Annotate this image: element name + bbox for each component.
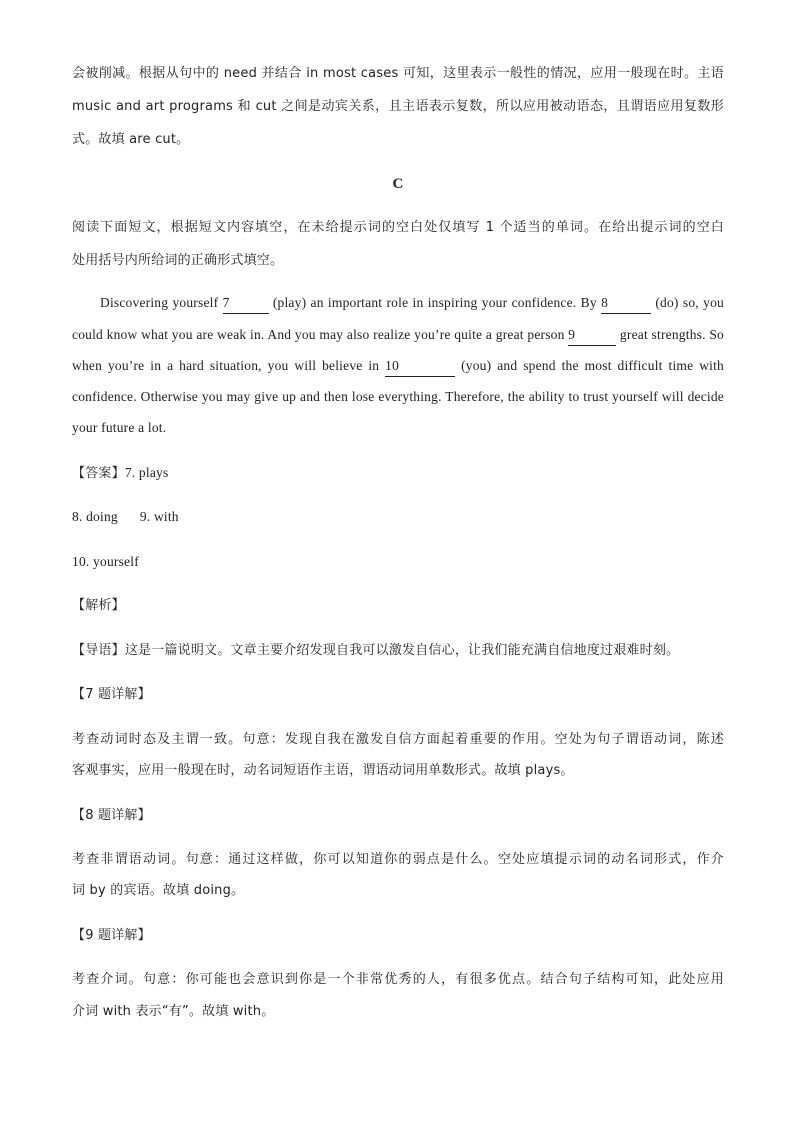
prev-explanation-line-1: 会被削减。根据从句中的 need 并结合 in most cases 可知，这里表示一般性的情况，应用一般现在时。主语	[72, 66, 724, 81]
guide-line	[72, 641, 724, 661]
q7-line-1: 考查动词时态及主谓一致。句意：发现自我在激发自信方面起着重要的作用。空处为句子谓语动词，陈述	[72, 732, 724, 747]
answer-8: 8. doing	[72, 509, 118, 524]
passage-line-5: your future a lot.	[72, 420, 167, 435]
q7-line-2: 客观事实，应用一般现在时，动名词短语作主语，谓语动词用单数形式。故填 plays。	[72, 763, 574, 778]
passage-text: (do) so, you	[655, 295, 724, 310]
passage-line-1	[72, 293, 724, 314]
instructions-line-2: 处用括号内所给词的正确形式填空。	[72, 253, 284, 268]
blank-8[interactable]: 8	[601, 293, 651, 314]
blank-7[interactable]: 7	[223, 293, 269, 314]
passage-text: when you’re in a hard situation, you will believe in	[72, 358, 380, 373]
passage-text: could know what you are weak in. And you may also realize you’re quite a great person	[72, 327, 565, 342]
answers-line-1	[72, 463, 724, 484]
passage-text: (play) an important role in inspiring your confidence. By	[272, 295, 597, 310]
answer-10: 10. yourself	[72, 554, 139, 569]
q9-line-1: 考查介词。句意：你可能也会意识到你是一个非常优秀的人，有很多优点。结合句子结构可知，此处应用	[72, 972, 724, 987]
q7-heading: 【7 题详解】	[72, 687, 151, 702]
blank-9[interactable]: 9	[568, 325, 616, 346]
passage-line-3	[72, 356, 724, 377]
answer-7: 7. plays	[124, 465, 169, 480]
passage-line-2	[72, 325, 724, 346]
prev-explanation-line-3: 式。故填 are cut。	[72, 132, 190, 147]
section-label: C	[392, 176, 404, 192]
prev-explanation-line-2: music and art programs 和 cut 之间是动宾关系，且主语表示复数，所以应用被动语态，且谓语应用复数形	[72, 99, 724, 114]
passage-line-4: confidence. Otherwise you may give up and then lose everything. Therefore, the ability to trust yourself will decide	[72, 389, 724, 404]
passage-text: Discovering yourself	[100, 295, 219, 310]
instructions-line-1: 阅读下面短文，根据短文内容填空，在未给提示词的空白处仅填写 1 个适当的单词。在给出提示词的空白	[72, 220, 724, 235]
answers-line-2	[72, 507, 724, 527]
q9-line-2: 介词 with 表示“有”。故填 with。	[72, 1004, 275, 1019]
answer-9: 9. with	[139, 509, 179, 524]
passage-text: great strengths. So	[619, 327, 725, 342]
q8-line-1: 考查非谓语动词。句意：通过这样做，你可以知道你的弱点是什么。空处应填提示词的动名词形式，作介	[72, 852, 724, 867]
q8-heading: 【8 题详解】	[72, 808, 151, 823]
q9-heading: 【9 题详解】	[72, 928, 151, 943]
guide-text: 这是一篇说明文。文章主要介绍发现自我可以激发自信心，让我们能充满自信地度过艰难时刻。	[124, 643, 680, 658]
blank-10[interactable]: 10	[385, 356, 455, 377]
analysis-heading: 【解析】	[72, 598, 125, 613]
answer-tag: 【答案】	[72, 466, 125, 481]
guide-tag: 【导语】	[72, 643, 125, 658]
q8-line-2: 词 by 的宾语。故填 doing。	[72, 883, 245, 898]
passage-text: (you) and spend the most difficult time with	[461, 358, 724, 373]
